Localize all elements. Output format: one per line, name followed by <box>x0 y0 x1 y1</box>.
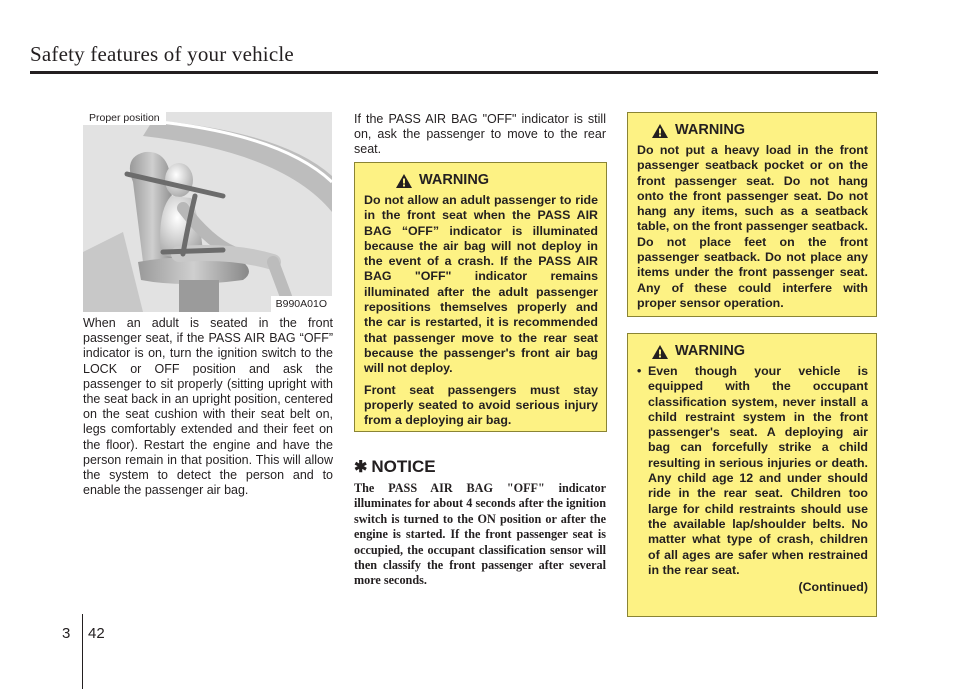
notice-heading <box>354 457 436 477</box>
page-number-divider <box>82 614 83 689</box>
warning-title: WARNING <box>419 172 490 189</box>
figure-caption: Proper position <box>83 112 166 125</box>
warning-box-adult-passenger <box>354 162 607 432</box>
page-number: 42 <box>88 625 105 642</box>
rear-seat-paragraph: If the PASS AIR BAG "OFF" indicator is still on, ask the passenger to move to the rear seat. <box>354 112 606 157</box>
warning-title: WARNING <box>675 122 746 139</box>
adult-seated-paragraph: When an adult is seated in the front passenger seat, if the PASS AIR BAG “OFF” indicator is on, turn the ignition switch to the LOCK or OFF position and ask the passenger to sit properly (sitting upright with the seat back in an upright position, centered on the seat cushion with their seat belt on, legs comfortably extended and their feet on the floor). Restart the engine and have the person remain in that position. This will allow the system to detect the person and to enable the passenger air bag. <box>83 316 333 498</box>
warning-triangle-icon <box>395 173 413 189</box>
warning-bullet-item: • Even though your vehicle is equipped with the occupant classification system, never install a child restraint system in the front passenger's seat. A deploying air bag can forcefully strike a child resulting in serious injuries or death. Any child age 12 and under should ride in the rear seat. Children too large for child restraints should use the available lap/shoulder belts. No matter what type of crash, children of all ages are safer when restrained in the rear seat. <box>637 364 868 578</box>
notice-star-icon: ✱ <box>354 459 368 476</box>
warning-bullet-list <box>637 364 868 578</box>
notice-title: NOTICE <box>371 457 436 476</box>
page-header-title: Safety features of your vehicle <box>30 42 294 66</box>
warning-paragraph: Do not put a heavy load in the front passenger seatback pocket or on the front passenger seat. Do not hang onto the front passenger seat. Do not hang any items, such as a seatback table, on the front passenger seatback. Do not place feet on the front passenger seatback. Do not place any items under the front passenger seat. Any of these could interfere with proper sensor operation. <box>637 143 868 310</box>
continued-label: (Continued) <box>798 580 868 595</box>
warning-triangle-icon <box>651 123 669 139</box>
notice-text: The PASS AIR BAG "OFF" indicator illuminates for about 4 seconds after the ignition switch is turned to the ON position or after the engine is started. If the front passenger seat is occupied, the occupant classification sensor will then classify the front passenger after several more seconds. <box>354 481 606 588</box>
warning-box-seat-load <box>627 112 877 317</box>
header-rule <box>30 71 878 74</box>
warning-paragraph: Do not allow an adult passenger to ride in the front seat when the PASS AIR BAG “OFF” indicator is illuminated because the air bag will not deploy in the event of a crash. If the PASS AIR BAG "OFF" indicator remains illuminated after the adult passenger repositions themselves properly and the car is restarted, it is recommended that passenger move to the rear seat because the passenger's front air bag will not deploy. <box>364 193 598 376</box>
figure-code: B990A01O <box>271 296 332 312</box>
warning-box-child-restraint <box>627 333 877 617</box>
warning-title: WARNING <box>675 343 746 360</box>
chapter-number: 3 <box>62 625 71 642</box>
warning-paragraph: Front seat passengers must stay properly seated to avoid serious injury from a deploying air bag. <box>364 382 598 428</box>
proper-position-illustration <box>83 112 332 312</box>
warning-triangle-icon <box>651 344 669 360</box>
seated-passenger-drawing <box>83 112 332 312</box>
